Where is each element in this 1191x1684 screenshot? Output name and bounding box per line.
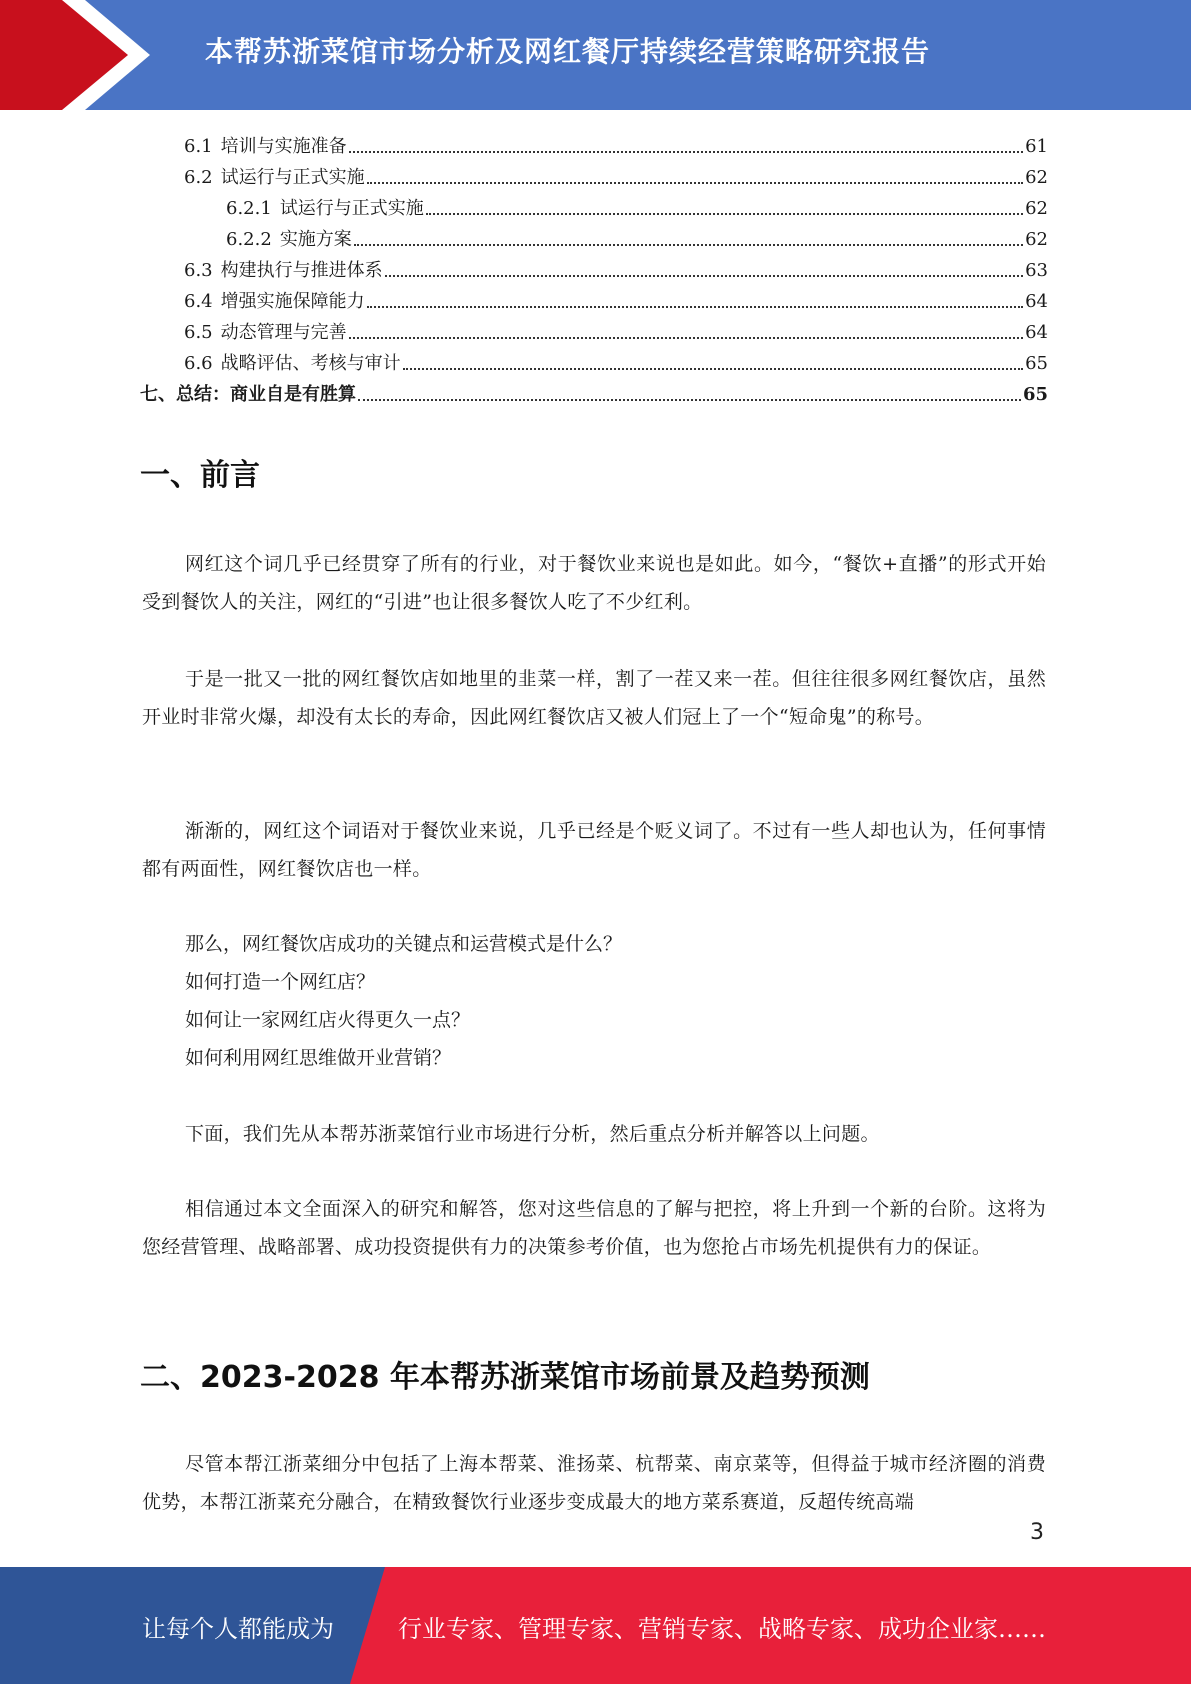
question-line: 如何利用网红思维做开业营销？ — [185, 1047, 452, 1069]
toc-entry-label: 实施方案 — [279, 229, 352, 250]
toc-entry-page: 64 — [1025, 291, 1048, 312]
paragraph: 尽管本帮江浙菜细分中包括了上海本帮菜、淮扬菜、杭帮菜、南京菜等，但得益于城市经济圈的消费优势，本帮江浙菜充分融合，在精致餐饮行业逐步变成最大的地方菜系赛道，反超传统高端 — [142, 1453, 1046, 1513]
page-header — [0, 0, 1191, 110]
toc-entry[interactable] — [140, 128, 1048, 159]
toc-dot-leader — [354, 244, 1023, 246]
toc-entry-number: 6.2.2 — [226, 229, 272, 250]
toc-entry-number: 6.3 — [184, 260, 213, 281]
toc-entry[interactable] — [140, 314, 1048, 345]
toc-entry-number: 6.2.1 — [226, 198, 272, 219]
toc-entry-page: 62 — [1025, 229, 1048, 250]
toc-entry-label: 战略评估、考核与审计 — [220, 353, 401, 374]
toc-entry-label: 七、总结：商业自是有胜算 — [140, 384, 356, 405]
toc-entry-label: 试运行与正式实施 — [279, 198, 424, 219]
table-of-contents — [140, 128, 1048, 407]
toc-entry-number: 6.5 — [184, 322, 213, 343]
toc-dot-leader — [367, 306, 1023, 308]
paragraph: 下面，我们先从本帮苏浙菜馆行业市场进行分析，然后重点分析并解答以上问题。 — [185, 1123, 880, 1145]
toc-dot-leader — [403, 368, 1023, 370]
page-number: 3 — [1030, 1520, 1044, 1545]
paragraph: 相信通过本文全面深入的研究和解答，您对这些信息的了解与把控，将上升到一个新的台阶。这将为您经营管理、战略部署、成功投资提供有力的决策参考价值，也为您抢占市场先机提供有力的保证。 — [142, 1198, 1046, 1258]
question-line: 如何让一家网红店火得更久一点？ — [185, 1009, 471, 1031]
toc-entry[interactable] — [140, 221, 1048, 252]
toc-entry-label: 构建执行与推进体系 — [220, 260, 383, 281]
toc-entry[interactable] — [140, 283, 1048, 314]
toc-entry-number: 6.6 — [184, 353, 213, 374]
toc-entry-number: 6.2 — [184, 167, 213, 188]
toc-dot-leader — [385, 275, 1023, 277]
paragraph: 渐渐的，网红这个词语对于餐饮业来说，几乎已经是个贬义词了。不过有一些人却也认为，任何事情都有两面性，网红餐饮店也一样。 — [142, 820, 1046, 880]
toc-dot-leader — [349, 337, 1023, 339]
toc-entry[interactable] — [140, 190, 1048, 221]
question-line: 那么，网红餐饮店成功的关键点和运营模式是什么？ — [185, 933, 623, 955]
page-footer — [0, 1567, 1191, 1684]
toc-dot-leader — [367, 182, 1023, 184]
toc-entry-page: 63 — [1025, 260, 1048, 281]
toc-entry-page: 62 — [1025, 167, 1048, 188]
toc-entry-page: 64 — [1025, 322, 1048, 343]
toc-entry-number: 6.4 — [184, 291, 213, 312]
toc-entry-page: 65 — [1025, 353, 1048, 374]
toc-entry-label: 试运行与正式实施 — [220, 167, 365, 188]
toc-entry[interactable] — [140, 159, 1048, 190]
footer-slogan-right: 行业专家、管理专家、营销专家、战略专家、成功企业家…… — [398, 1615, 1046, 1643]
footer-slogan-left: 让每个人都能成为 — [142, 1615, 334, 1643]
paragraph: 网红这个词几乎已经贯穿了所有的行业，对于餐饮业来说也是如此。如今，“餐饮+直播”的形式开始受到餐饮人的关注，网红的“引进”也让很多餐饮人吃了不少红利。 — [142, 553, 1046, 613]
toc-dot-leader — [426, 213, 1023, 215]
toc-entry[interactable] — [140, 252, 1048, 283]
section-heading-forecast: 二、2023-2028 年本帮苏浙菜馆市场前景及趋势预测 — [140, 1360, 870, 1395]
toc-entry-label: 培训与实施准备 — [220, 136, 347, 157]
paragraph: 于是一批又一批的网红餐饮店如地里的韭菜一样，割了一茬又来一茬。但往往很多网红餐饮店，虽然开业时非常火爆，却没有太长的寿命，因此网红餐饮店又被人们冠上了一个“短命鬼”的称号。 — [142, 668, 1046, 728]
toc-dot-leader — [349, 151, 1023, 153]
question-line: 如何打造一个网红店？ — [185, 971, 376, 993]
toc-entry-number: 6.1 — [184, 136, 213, 157]
toc-entry-label: 动态管理与完善 — [220, 322, 347, 343]
toc-entry-page: 65 — [1022, 384, 1048, 405]
section-heading-preface: 一、前言 — [140, 458, 260, 493]
toc-dot-leader — [358, 399, 1021, 401]
toc-entry[interactable] — [140, 376, 1048, 407]
report-title: 本帮苏浙菜馆市场分析及网红餐厅持续经营策略研究报告 — [205, 35, 931, 68]
toc-entry-page: 62 — [1025, 198, 1048, 219]
toc-entry[interactable] — [140, 345, 1048, 376]
toc-entry-label: 增强实施保障能力 — [220, 291, 365, 312]
toc-entry-page: 61 — [1025, 136, 1048, 157]
